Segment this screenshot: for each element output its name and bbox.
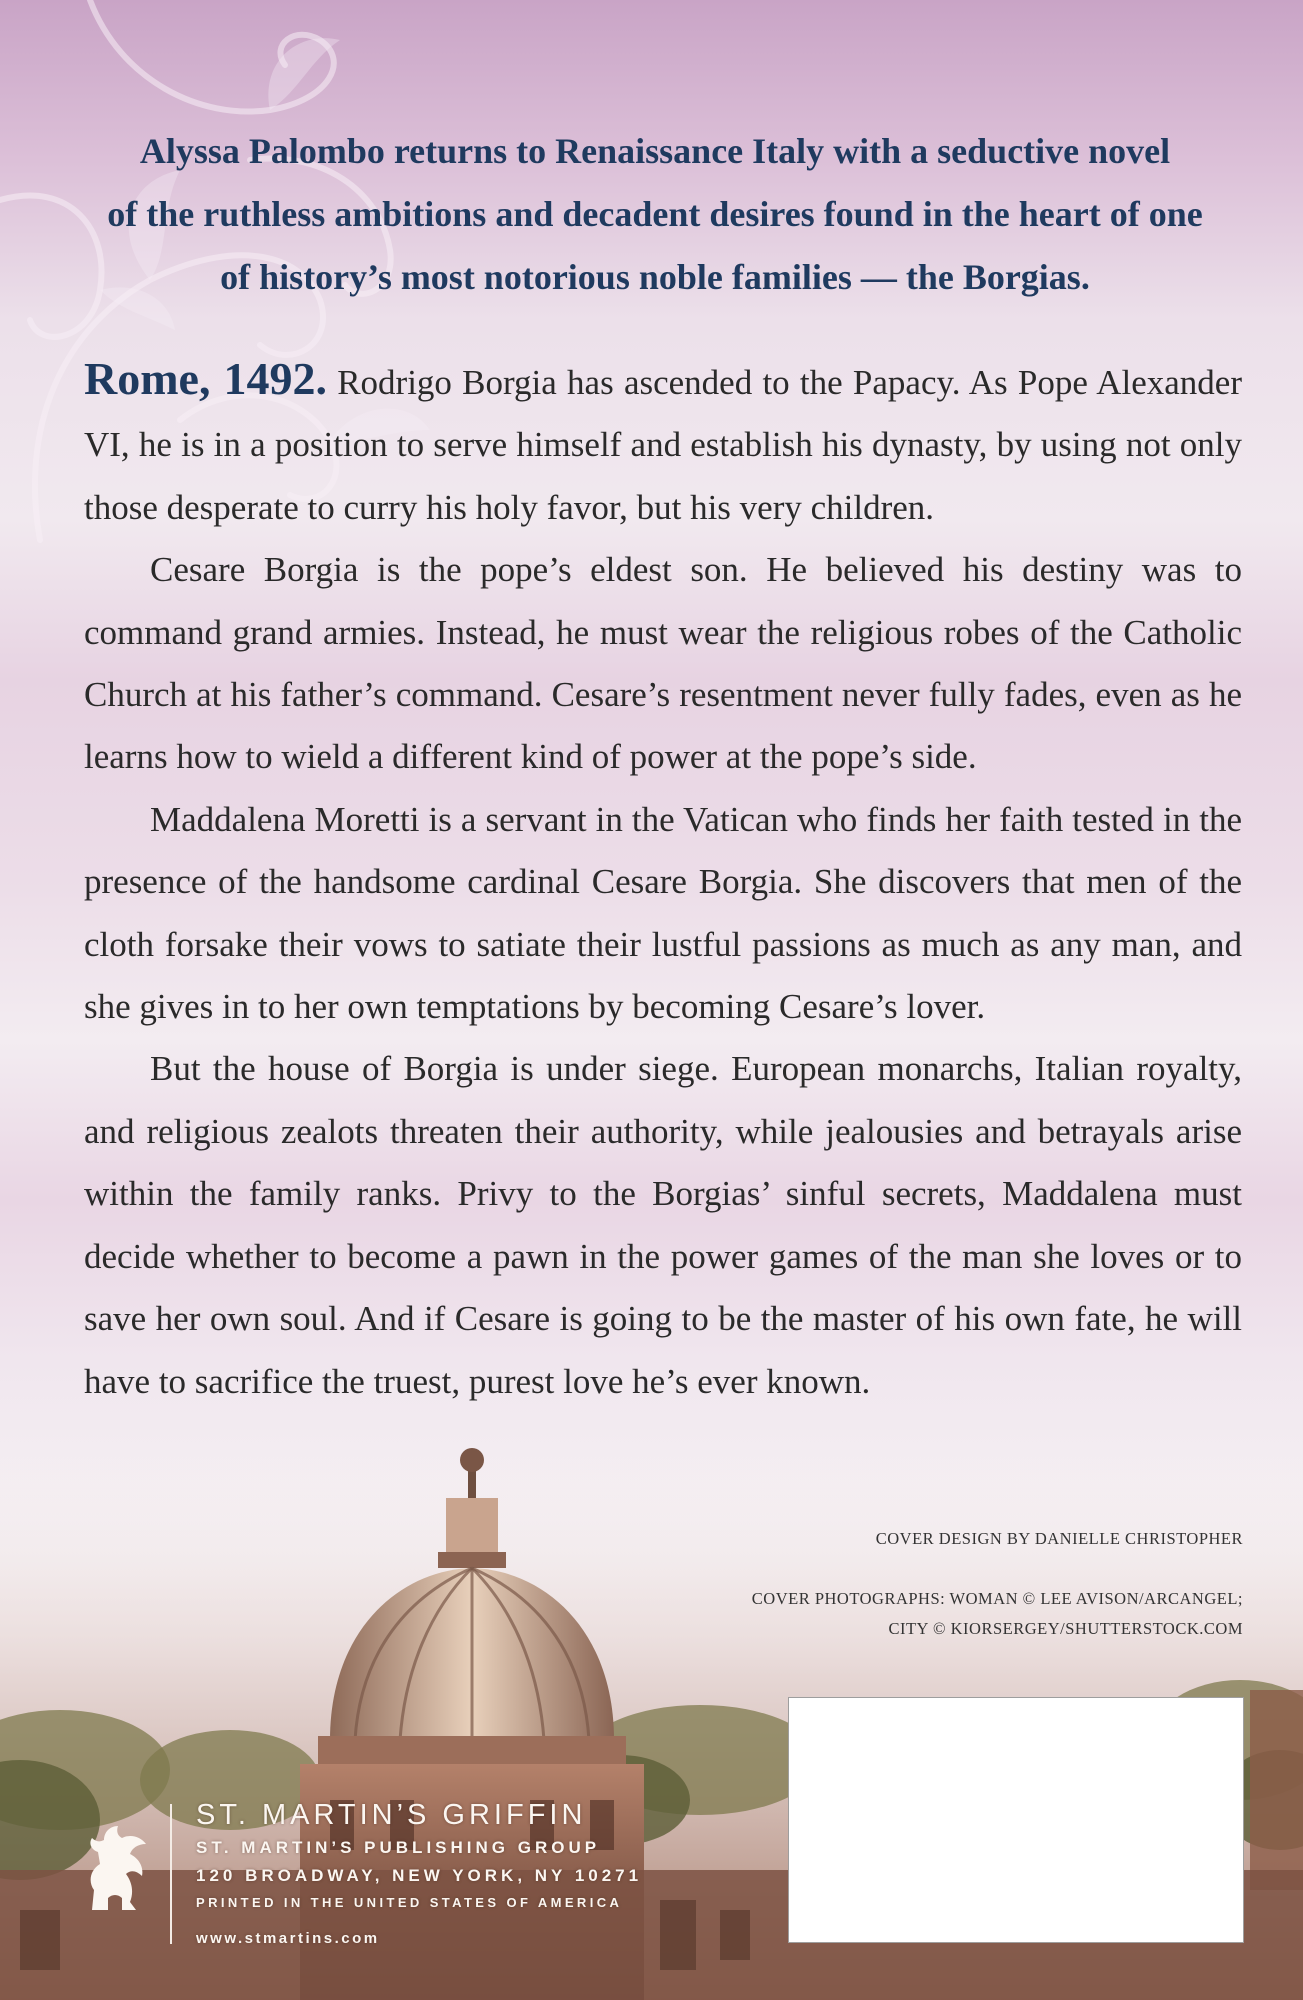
tagline-blurb bbox=[90, 120, 1220, 309]
publisher-group: ST. MARTIN’S PUBLISHING GROUP bbox=[196, 1838, 601, 1857]
printed-in-notice: PRINTED IN THE UNITED STATES OF AMERICA bbox=[196, 1895, 623, 1910]
synopsis-paragraph-2: Cesare Borgia is the pope’s eldest son. He believed his destiny was to command grand armies. Instead, he must wear the religious robes of the Catholic Church at his father’s command. Cesare’s resentment never fully fades, even as he learns how to wield a different kind of power at the pope’s side. bbox=[84, 550, 1242, 777]
barcode-area bbox=[788, 1697, 1244, 1943]
blurb-line-2: of the ruthless ambitions and decadent desires found in the heart of one bbox=[107, 194, 1203, 234]
publisher-imprint: ST. MARTIN’S GRIFFIN bbox=[196, 1799, 587, 1831]
dateline: Rome, 1492. bbox=[84, 353, 327, 404]
synopsis-paragraph-1 bbox=[84, 348, 1242, 539]
cover-design-credit: COVER DESIGN BY DANIELLE CHRISTOPHER bbox=[875, 1529, 1243, 1548]
synopsis bbox=[84, 348, 1242, 1413]
cover-photos-credit-line-1: COVER PHOTOGRAPHS: WOMAN © LEE AVISON/ARCANGEL; bbox=[751, 1589, 1243, 1608]
publisher-website-link[interactable]: www.stmartins.com bbox=[196, 1930, 380, 1947]
synopsis-paragraph-4: But the house of Borgia is under siege. European monarchs, Italian royalty, and religious zealots threaten their authority, while jealousies and betrayals arise within the family ranks. Privy to the Borgias’ sinful secrets, Maddalena must decide whether to become a pawn in the power games of the man she loves or to save her own soul. And if Cesare is going to be the master of his own fate, he will have to sacrifice the truest, purest love he’s ever known. bbox=[84, 1049, 1242, 1401]
publisher-divider bbox=[170, 1804, 172, 1944]
publisher-info bbox=[196, 1796, 642, 1947]
publisher-address: 120 BROADWAY, NEW YORK, NY 10271 bbox=[196, 1866, 643, 1885]
cover-credits bbox=[752, 1524, 1243, 1644]
blurb-line-3: of history’s most notorious noble families — the Borgias. bbox=[220, 257, 1090, 297]
blurb-line-1: Alyssa Palombo returns to Renaissance Italy with a seductive novel bbox=[139, 131, 1171, 171]
cover-photos-credit-line-2: CITY © KIORSERGEY/SHUTTERSTOCK.COM bbox=[888, 1619, 1243, 1638]
griffin-logo-icon bbox=[78, 1820, 154, 1912]
paragraph-1-text: Rodrigo Borgia has ascended to the Papacy. As Pope Alexander VI, he is in a position to serve himself and establish his dynasty, by using not only those desperate to curry his holy favor, but his very children. bbox=[84, 363, 1242, 527]
synopsis-paragraph-3: Maddalena Moretti is a servant in the Vatican who finds her faith tested in the presence of the handsome cardinal Cesare Borgia. She discovers that men of the cloth forsake their vows to satiate their lustful passions as much as any man, and she gives in to her own temptations by becoming Cesare’s lover. bbox=[84, 799, 1242, 1027]
